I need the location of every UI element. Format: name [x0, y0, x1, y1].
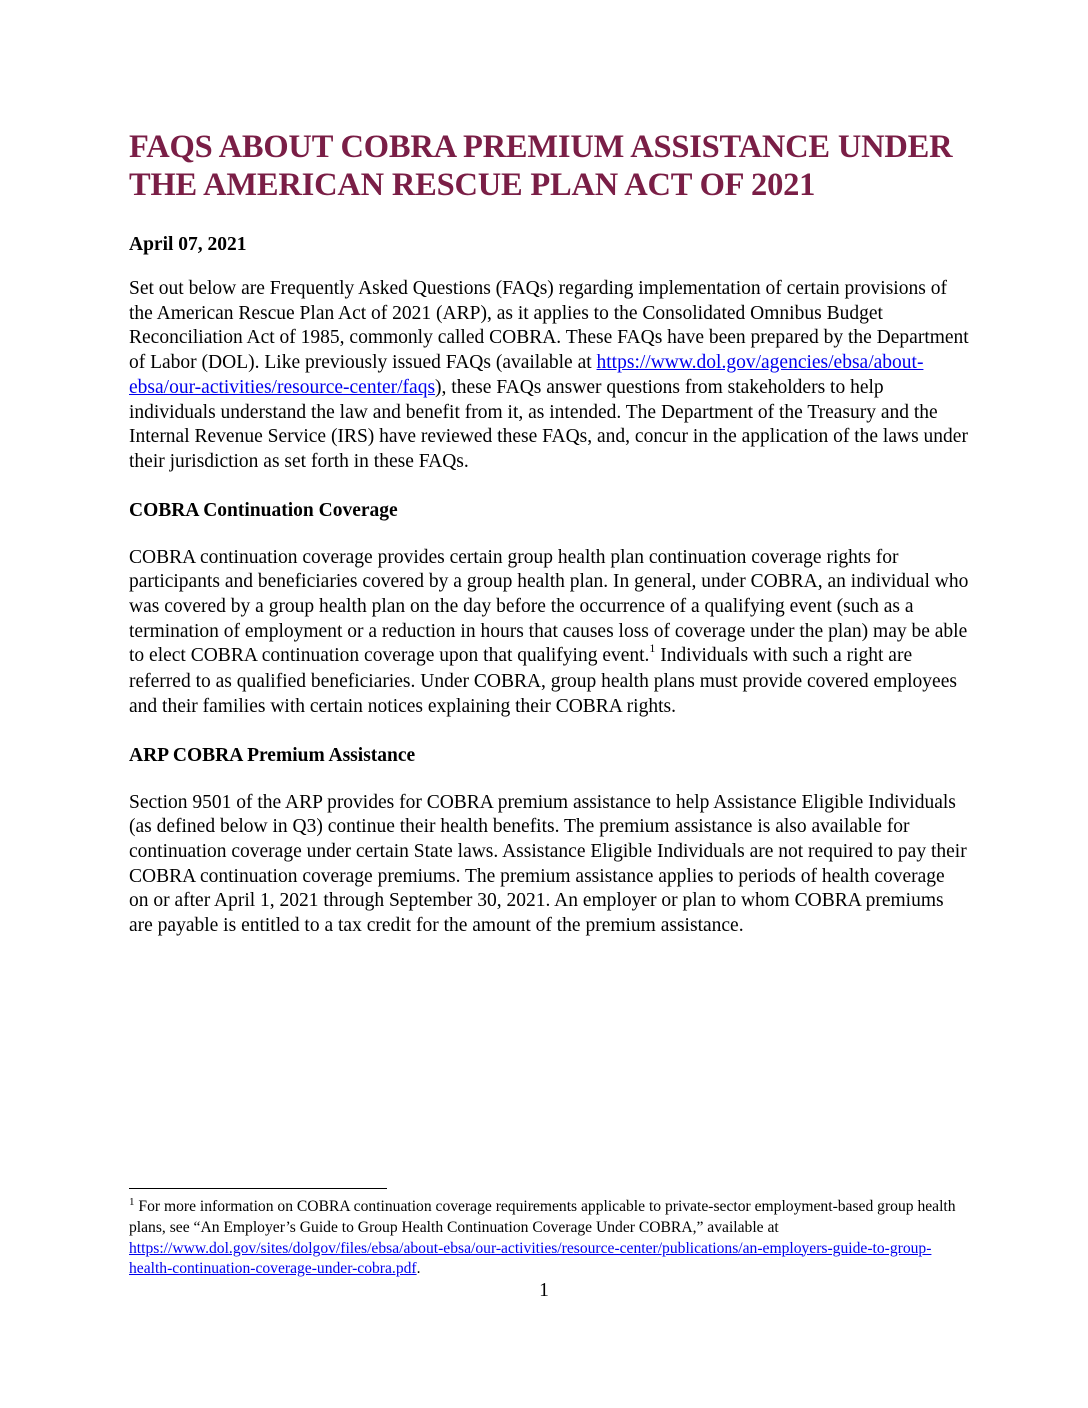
- dol-faqs-link[interactable]: https://www.dol.gov/agencies/ebsa/about-ebsa/our-activities/resource-center/faqs: [129, 352, 924, 398]
- section-heading-cobra-continuation: COBRA Continuation Coverage: [129, 499, 398, 521]
- page-title: [129, 128, 969, 204]
- footnote-divider: [129, 1188, 387, 1189]
- publication-date: April 07, 2021: [129, 234, 247, 255]
- page-body: [129, 128, 969, 939]
- cobra-text-end: Individuals with such a right are referred to as qualified beneficiaries. Under COBRA, group health plans must provide covered employees and their families with certain notices explaining their COBRA rights.: [129, 645, 957, 717]
- cobra-text-start: COBRA continuation coverage provides certain group health plan continuation coverage rights for participants and beneficiaries covered by a group health plan. In general, under COBRA, an individual who was covered by a group health plan on the day before the occurrence of a qualifying event (such as a termination of employment or a reduction in hours that causes loss of coverage under the plan) may be able to elect COBRA continuation coverage upon that qualifying event.: [129, 546, 969, 667]
- footnote-text-end: .: [416, 1259, 421, 1277]
- premium-assistance-paragraph: Section 9501 of the ARP provides for COBRA premium assistance to help Assistance Eligible Individuals (as defined below in Q3) continue their health benefits. The premium assistance is also available for continuation coverage under certain State laws. Assistance Eligible Individuals are not required to pay their COBRA continuation coverage premiums. The premium assistance applies to periods of health coverage on or after April 1, 2021 through September 30, 2021. An employer or plan to whom COBRA premiums are payable is entitled to a tax credit for the amount of the premium assistance.: [129, 791, 967, 937]
- section-heading-premium-assistance: ARP COBRA Premium Assistance: [129, 744, 416, 766]
- footnote-reference[interactable]: 1: [649, 641, 656, 656]
- page-number: 1: [539, 1280, 549, 1301]
- footnote-number: 1: [129, 1196, 135, 1208]
- intro-text-start: Set out below are Frequently Asked Questions (FAQs) regarding implementation of certain provisions of the American Rescue Plan Act of 2021 (ARP), as it applies to the Consolidated Omnibus Budget Reconciliation Act of 1985, commonly called COBRA. These FAQs have been prepared by the Department of Labor (DOL). Like previously issued FAQs (available at: [129, 278, 969, 374]
- intro-paragraph: [129, 277, 969, 475]
- title-line-2: THE AMERICAN RESCUE PLAN ACT OF 2021: [129, 167, 816, 203]
- footnote-text: [129, 1197, 969, 1279]
- employers-guide-link[interactable]: https://www.dol.gov/sites/dolgov/files/ebsa/about-ebsa/our-activities/resource-center/publications/an-employers-guide-to-group-health-continuation-coverage-under-cobra.pdf: [129, 1239, 932, 1277]
- footnote-text-start: For more information on COBRA continuation coverage requirements applicable to private-sector employment-based group health plans, see “An Employer’s Guide to Group Health Continuation Coverage Under COBRA,” available at: [129, 1198, 956, 1237]
- cobra-continuation-paragraph: [129, 546, 969, 720]
- title-line-1: FAQS ABOUT COBRA PREMIUM ASSISTANCE UNDER: [129, 129, 953, 165]
- intro-text-end: ), these FAQs answer questions from stakeholders to help individuals understand the law and benefit from it, as intended. The Department of the Treasury and the Internal Revenue Service (IRS) have reviewed these FAQs, and, concur in the application of the laws under their jurisdiction as set forth in these FAQs.: [129, 376, 968, 472]
- footnote: [129, 1197, 969, 1279]
